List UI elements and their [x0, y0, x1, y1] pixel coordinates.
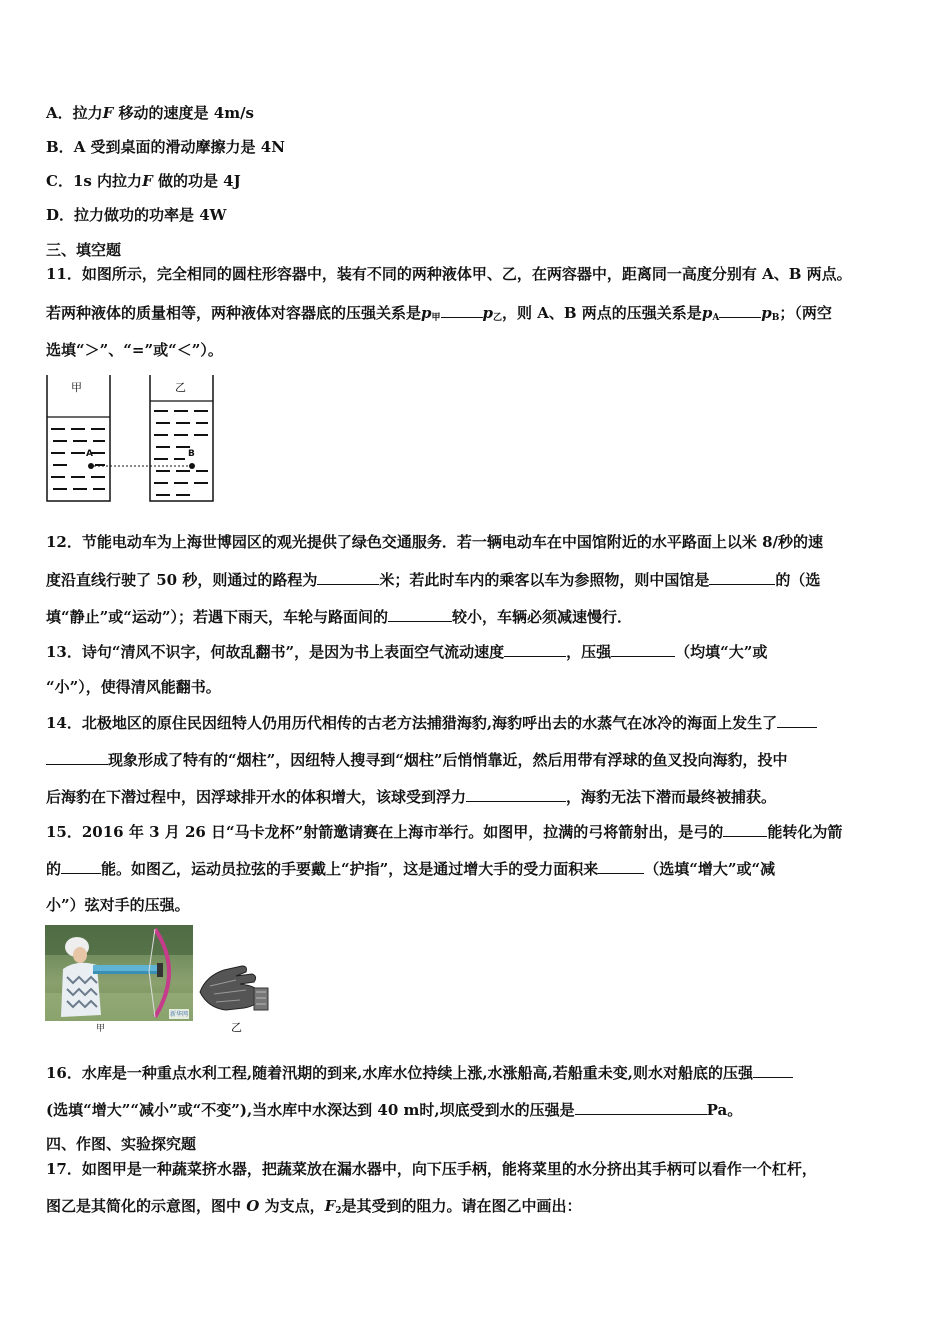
q12-blank-2[interactable] [709, 569, 775, 585]
q11-line-3: 选填“＞”、“=”或“＜”）。 [46, 341, 223, 359]
q15-blank-1[interactable] [723, 821, 767, 837]
q14-blank-1b[interactable] [46, 749, 108, 765]
q13-line-1: 13．诗句“清风不识字，何故乱翻书”，是因为书上表面空气流动速度 ，压强 （均填“大”或 [46, 643, 768, 661]
q13-line-2: “小”），使得清风能翻书。 [46, 678, 221, 696]
q13-blank-2[interactable] [611, 641, 675, 657]
q17-line-2: 图乙是其简化的示意图，图中 O 为支点，$F_2$是其受到的阻力。请在图乙中画出： [46, 1197, 582, 1216]
archer-photo [45, 925, 193, 1021]
q11-line-1: 11．如图所示，完全相同的圆柱形容器中，装有不同的两种液体甲、乙，在两容器中，距离同一高度分别有 A、B 两点。 [46, 265, 852, 283]
q14-line-3: 后海豹在下潜过程中，因浮球排开水的体积增大，该球受到浮力 ，海豹无法下潜而最终被捕获。 [46, 788, 777, 806]
q15-line-2: 的 能。如图乙，运动员拉弦的手要戴上“护指”，这是通过增大手的受力面积来 （选填“增大”或“减 [46, 860, 776, 878]
option-c: C．1s 内拉力F 做的功是 4J [46, 172, 241, 190]
q16-blank-1[interactable] [753, 1062, 793, 1078]
q15-line-1: 15．2016 年 3 月 26 日“马卡龙杯”射箭邀请赛在上海市举行。如图甲，拉满的弓将箭射出，是弓的 能转化为箭 [46, 823, 843, 841]
q14-blank-2[interactable] [466, 786, 566, 802]
q15-line-3: 小”）弦对手的压强。 [46, 896, 190, 914]
q15-blank-2[interactable] [61, 858, 101, 874]
section-4-title: 四、作图、实验探究题 [46, 1135, 197, 1153]
photo-watermark: 新华网 [170, 1011, 189, 1018]
q15-blank-3[interactable] [598, 858, 644, 874]
q11-figure [45, 373, 215, 505]
q12-line-3: 填“静止”或“运动”）；若遇下雨天，车轮与路面间的 较小，车辆必须减速慢行． [46, 608, 633, 626]
glove-image [196, 962, 272, 1020]
label-jia: 甲 [71, 381, 82, 394]
q12-line-2: 度沿直线行驶了 50 秒，则通过的路程为 米；若此时车内的乘客以车为参照物，则中国馆是 的（选 [46, 571, 821, 589]
q16-line-1: 16．水库是一种重点水利工程,随着汛期的到来,水库水位持续上涨,水涨船高,若船重未变,则水对船底的压强 [46, 1062, 793, 1083]
q11-line-2: 若两种液体的质量相等，两种液体对容器底的压强关系是$p_甲$ $p_乙$，则 A、B 两点的压强关系是$p_A$ $p_B$；（两空 [46, 304, 832, 323]
q12-blank-1[interactable] [317, 569, 379, 585]
label-fig-yi: 乙 [231, 1021, 242, 1034]
label-point-a: A [86, 449, 93, 459]
q16-line-2: (选填“增大”“减小”或“不变”),当水库中水深达到 40 m时,坝底受到水的压强是 Pa。 [46, 1101, 743, 1119]
q14-line-2: 现象形成了特有的“烟柱”，因纽特人搜寻到“烟柱”后悄悄靠近，然后用带有浮球的鱼叉投向海豹，投中 [46, 749, 788, 770]
q11-blank-2[interactable] [719, 302, 761, 318]
option-d: D．拉力做功的功率是 4W [46, 206, 227, 224]
label-point-b: B [188, 449, 195, 459]
q16-blank-2[interactable] [575, 1099, 707, 1115]
option-a: A．拉力F 移动的速度是 4m/s [46, 104, 255, 122]
q11-blank-1[interactable] [441, 302, 483, 318]
label-yi: 乙 [175, 381, 186, 394]
label-fig-jia: 甲 [96, 1024, 106, 1034]
q14-line-1: 14．北极地区的原住民因纽特人仍用历代相传的古老方法捕猎海豹,海豹呼出去的水蒸气在冰冷的海面上发生了 [46, 712, 817, 733]
section-3-title: 三、填空题 [46, 241, 122, 259]
q14-blank-1a[interactable] [777, 712, 817, 728]
finger-guard-photo [196, 962, 272, 1020]
archer-image [45, 925, 193, 1021]
q13-blank-1[interactable] [504, 641, 566, 657]
q12-line-1: 12．节能电动车为上海世博园区的观光提供了绿色交通服务．若一辆电动车在中国馆附近的水平路面上以米 8/秒的速 [46, 533, 824, 551]
q12-blank-3[interactable] [388, 606, 452, 622]
q17-line-1: 17．如图甲是一种蔬菜挤水器，把蔬菜放在漏水器中，向下压手柄，能将菜里的水分挤出其手柄可以看作一个杠杆， [46, 1160, 817, 1178]
option-b: B．A 受到桌面的滑动摩擦力是 4N [46, 138, 285, 156]
